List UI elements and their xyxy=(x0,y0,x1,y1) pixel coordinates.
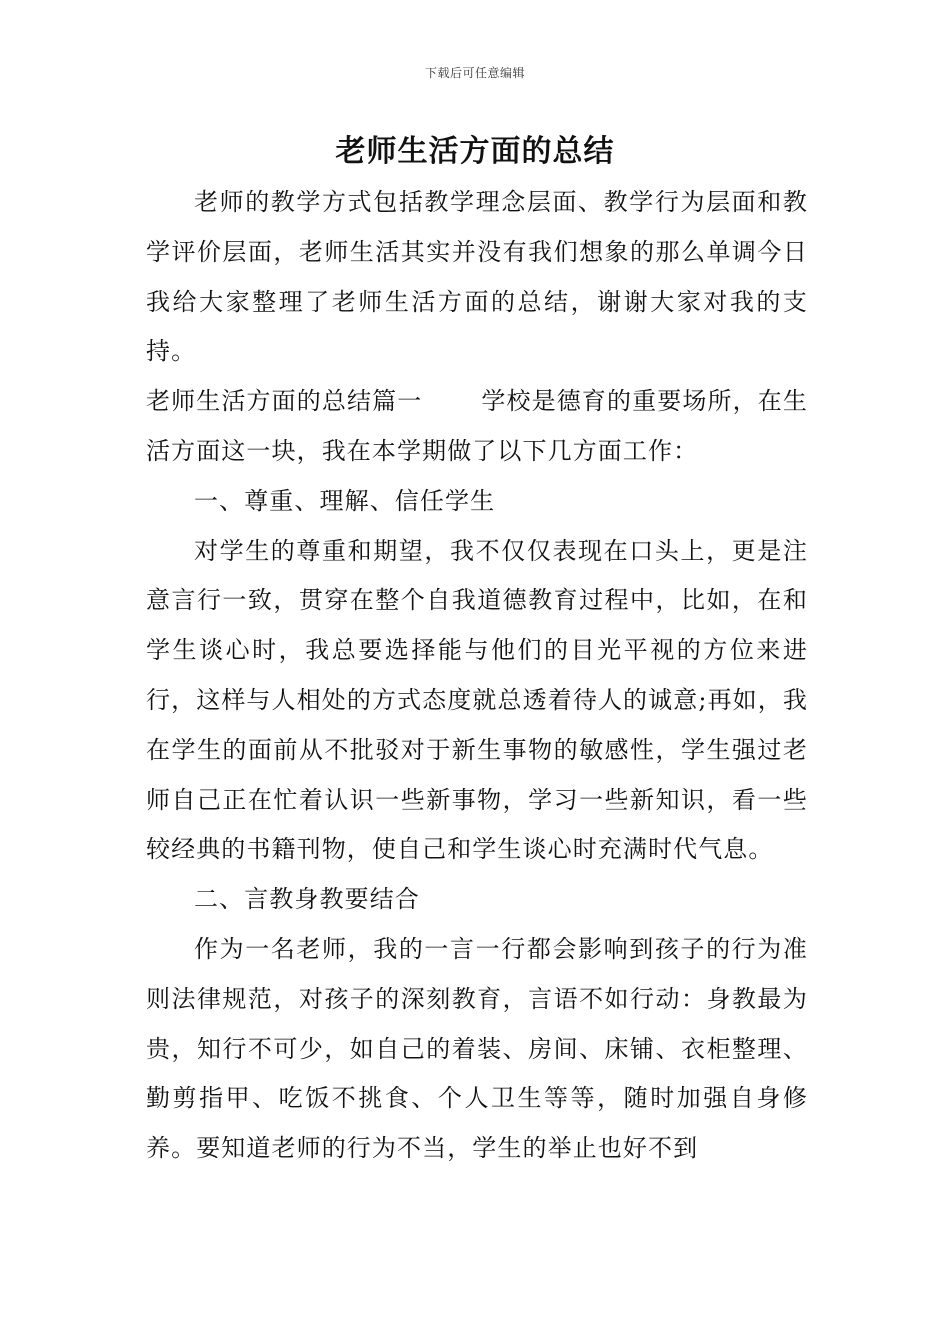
heading-teaching-by-example: 二、言教身教要结合 xyxy=(194,885,420,914)
paragraph-respect: 对学生的尊重和期望，我不仅仅表现在口头上，更是注意言行一致，贯穿在整个自我道德教育过程中，比如，在和学生谈心时，我总要选择能与他们的目光平视的方位来进行，这样与人相处的方式态度就总透着待人的诚意;再如，我在学生的面前从不批驳对于新生事物的敏感性，学生强过老师自己正在忙着认识一些新事物，学习一些新知识，看一些较经典的书籍刊物，使自己和学生谈心时充满时代气息。 xyxy=(146,536,808,864)
heading-respect: 一、尊重、理解、信任学生 xyxy=(194,486,496,515)
paragraph-intro: 老师的教学方式包括教学理念层面、教学行为层面和教学评价层面，老师生活其实并没有我们想象的那么单调今日我给大家整理了老师生活方面的总结，谢谢大家对我的支持。 xyxy=(146,188,808,366)
paragraph-section-intro: 老师生活方面的总结篇一 学校是德育的重要场所，在生活方面这一块，我在本学期做了以下几方面工作： xyxy=(146,387,808,465)
document-title: 老师生活方面的总结 xyxy=(335,134,615,169)
header-note: 下载后可任意编辑 xyxy=(424,66,525,80)
paragraph-teaching-by-example: 作为一名老师，我的一言一行都会影响到孩子的行为准则法律规范，对孩子的深刻教育，言语不如行动：身教最为贵，知行不可少，如自己的着装、房间、床铺、衣柜整理、勤剪指甲、吃饭不挑食、个人卫生等等，随时加强自身修养。要知道老师的行为不当，学生的举止也好不到 xyxy=(146,934,808,1163)
document-body xyxy=(146,178,808,1174)
